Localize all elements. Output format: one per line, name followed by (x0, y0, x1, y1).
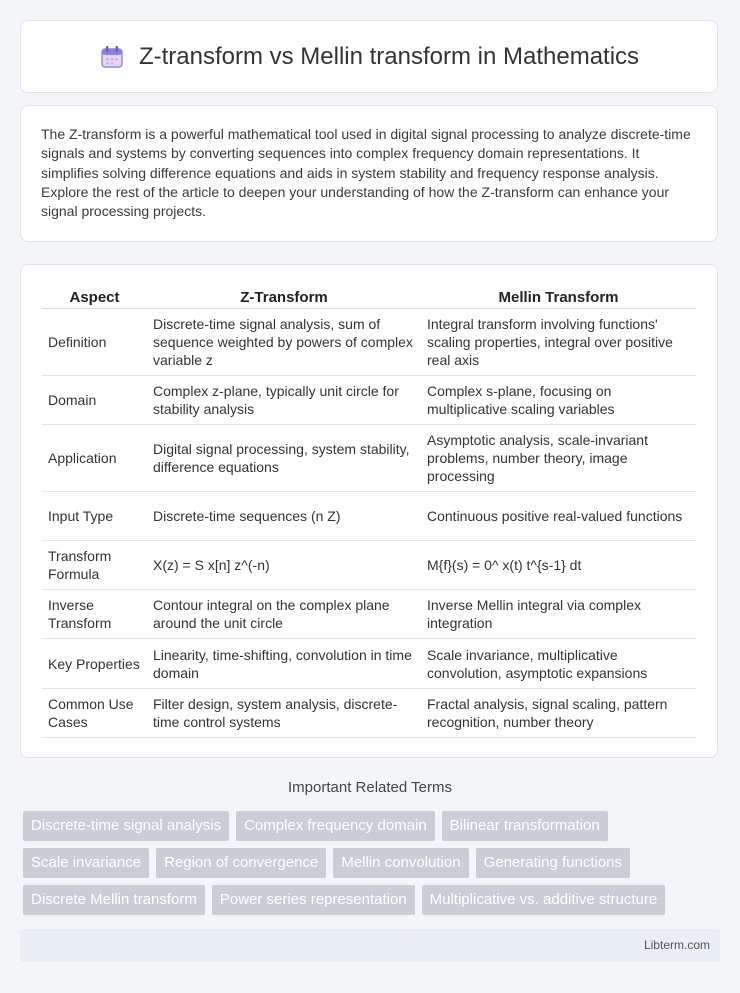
mellin-transform-cell: M{f}(s) = 0^ x(t) t^{s-1} dt (421, 541, 696, 590)
table-row (42, 425, 696, 492)
intro-text: The Z-transform is a powerful mathematical tool used in digital signal processing to analyze discrete-time signals and systems by converting sequences into complex frequency domain representations. It simplifies solving difference equations and aids in system stability and frequency response analysis. Explore the rest of the article to deepen your understanding of how the Z-transform can enhance your signal processing projects. (41, 126, 691, 220)
page-title: Z-transform vs Mellin transform in Mathematics (138, 42, 640, 70)
related-term-tag[interactable]: Multiplicative vs. additive structure (422, 885, 666, 915)
related-terms (23, 811, 723, 922)
tag-row (23, 811, 723, 841)
header-aspect: Aspect (42, 285, 147, 309)
related-term-tag[interactable]: Region of convergence (156, 848, 326, 878)
aspect-cell: Definition (42, 309, 147, 376)
table-row (42, 590, 696, 639)
aspect-cell: Common Use Cases (42, 689, 147, 738)
intro-card (20, 105, 718, 242)
mellin-transform-cell: Complex s-plane, focusing on multiplicative scaling variables (421, 376, 696, 425)
related-term-tag[interactable]: Mellin convolution (333, 848, 468, 878)
related-term-tag[interactable]: Bilinear transformation (442, 811, 608, 841)
comparison-table (42, 285, 696, 738)
table-row (42, 376, 696, 425)
comparison-card (20, 264, 718, 758)
footer-brand-link[interactable]: Libterm.com (643, 938, 710, 952)
z-transform-cell: X(z) = S x[n] z^(-n) (147, 541, 421, 590)
aspect-cell: Input Type (42, 492, 147, 541)
related-term-tag[interactable]: Generating functions (476, 848, 630, 878)
z-transform-cell: Contour integral on the complex plane around the unit circle (147, 590, 421, 639)
z-transform-cell: Discrete-time signal analysis, sum of sequence weighted by powers of complex variable z (147, 309, 421, 376)
related-term-tag[interactable]: Scale invariance (23, 848, 149, 878)
header-mellin-transform: Mellin Transform (421, 285, 696, 309)
related-terms-title: Important Related Terms (288, 779, 452, 796)
aspect-cell: Domain (42, 376, 147, 425)
z-transform-cell: Complex z-plane, typically unit circle for stability analysis (147, 376, 421, 425)
mellin-transform-cell: Asymptotic analysis, scale-invariant problems, number theory, image processing (421, 425, 696, 492)
table-row (42, 541, 696, 590)
mellin-transform-cell: Integral transform involving functions' scaling properties, integral over positive real axis (421, 309, 696, 376)
table-row (42, 689, 696, 738)
related-term-tag[interactable]: Discrete Mellin transform (23, 885, 205, 915)
table-row (42, 639, 696, 689)
mellin-transform-cell: Inverse Mellin integral via complex integration (421, 590, 696, 639)
title-card (20, 20, 718, 93)
mellin-transform-cell: Scale invariance, multiplicative convolution, asymptotic expansions (421, 639, 696, 689)
tag-row (23, 885, 723, 915)
aspect-cell: Inverse Transform (42, 590, 147, 639)
table-row (42, 492, 696, 541)
table-row (42, 309, 696, 376)
related-term-tag[interactable]: Discrete-time signal analysis (23, 811, 229, 841)
table-header-row (42, 285, 696, 309)
aspect-cell: Key Properties (42, 639, 147, 689)
related-term-tag[interactable]: Complex frequency domain (236, 811, 435, 841)
z-transform-cell: Digital signal processing, system stability, difference equations (147, 425, 421, 492)
aspect-cell: Transform Formula (42, 541, 147, 590)
mellin-transform-cell: Continuous positive real-valued functions (421, 492, 696, 541)
z-transform-cell: Linearity, time-shifting, convolution in time domain (147, 639, 421, 689)
z-transform-cell: Filter design, system analysis, discrete-time control systems (147, 689, 421, 738)
footer (20, 929, 720, 962)
calendar-icon (99, 44, 125, 70)
aspect-cell: Application (42, 425, 147, 492)
z-transform-cell: Discrete-time sequences (n Z) (147, 492, 421, 541)
tag-row (23, 848, 723, 878)
header-z-transform: Z-Transform (147, 285, 421, 309)
related-term-tag[interactable]: Power series representation (212, 885, 415, 915)
mellin-transform-cell: Fractal analysis, signal scaling, pattern recognition, number theory (421, 689, 696, 738)
